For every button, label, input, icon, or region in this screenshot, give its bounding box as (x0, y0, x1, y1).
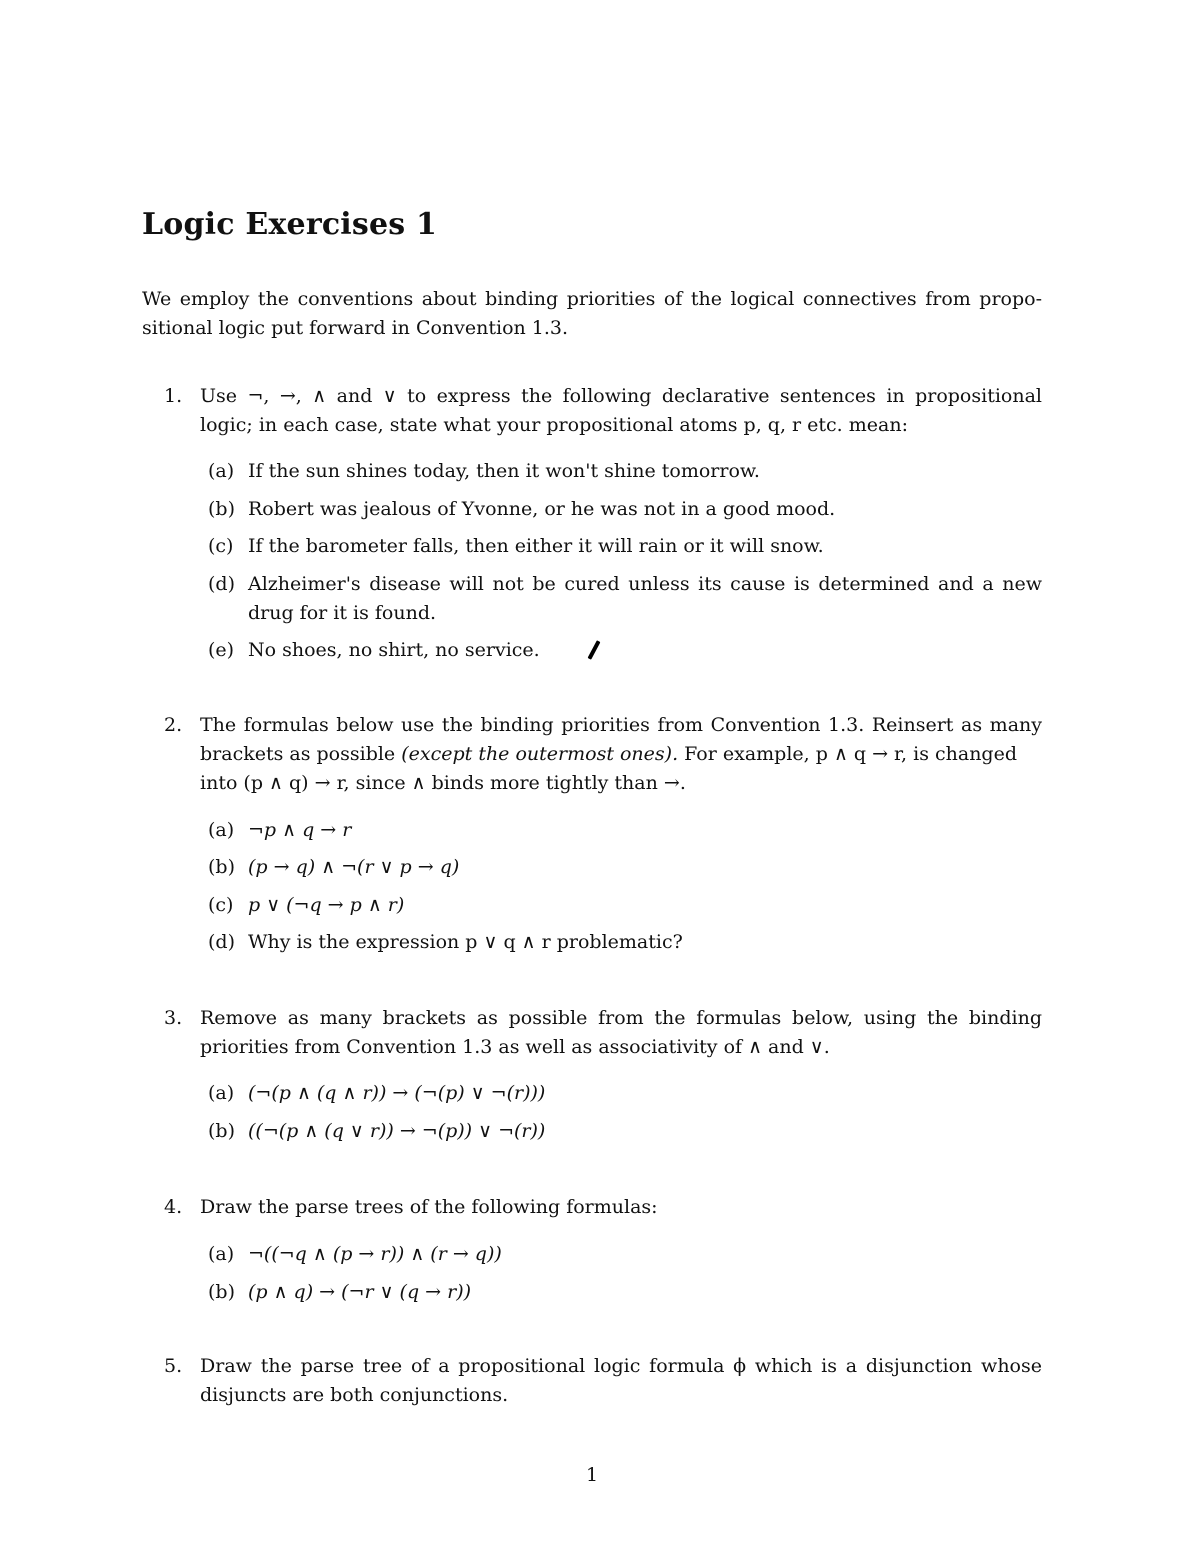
exercise-text (200, 1004, 1042, 1062)
item-label: (c) (208, 535, 234, 557)
emphasis-text: (except the outermost ones). (401, 743, 679, 765)
item-formula: ¬((¬q ∧ (p → r)) ∧ (r → q)) (248, 1243, 502, 1265)
item-formula: (¬(p ∧ (q ∧ r)) → (¬(p) ∨ ¬(r))) (248, 1082, 546, 1104)
exercise-line: The formulas below use the binding priorities from Convention 1.3. Reinsert as many (200, 714, 1042, 736)
item-text: If the barometer falls, then either it will rain or it will snow. (248, 535, 824, 557)
page-number: 1 (585, 1464, 599, 1486)
exercise-line: Remove as many brackets as possible from the formulas below, using the binding (200, 1007, 1042, 1029)
exercise-number: 2. (164, 714, 183, 736)
item-label: (b) (208, 1281, 235, 1303)
exercise-line: Draw the parse tree of a propositional logic formula ϕ which is a disjunction whose (200, 1355, 1042, 1377)
intro-line: sitional logic put forward in Convention 1.3. (142, 317, 569, 339)
item-line: Alzheimer's disease will not be cured unless its cause is determined and a new (248, 573, 1042, 595)
exercise-line: logic; in each case, state what your propositional atoms p, q, r etc. mean: (200, 414, 908, 436)
exercise-line (200, 740, 1042, 769)
item-formula: ¬p ∧ q → r (248, 819, 352, 841)
item-formula: (p ∧ q) → (¬r ∨ (q → r)) (248, 1281, 472, 1303)
exercise-number: 5. (164, 1355, 183, 1377)
exercise-text (200, 1193, 1042, 1222)
document-page (142, 0, 1042, 1553)
item-label: (a) (208, 819, 235, 841)
exercise-line: disjuncts are both conjunctions. (200, 1384, 509, 1406)
item-formula: p ∨ (¬q → p ∧ r) (248, 894, 405, 916)
item-label: (a) (208, 460, 235, 482)
exercise-text (200, 711, 1042, 798)
intro-paragraph (142, 285, 1042, 343)
exercise-text (200, 382, 1042, 440)
exercise-line-part: For example, p ∧ q → r, is changed (678, 743, 1017, 765)
exercise-line: Draw the parse trees of the following formulas: (200, 1196, 658, 1218)
item-label: (b) (208, 856, 235, 878)
item-formula: ((¬(p ∧ (q ∨ r)) → ¬(p)) ∨ ¬(r)) (248, 1120, 546, 1142)
item-text: No shoes, no shirt, no service. (248, 639, 540, 661)
exercise-number: 4. (164, 1196, 183, 1218)
item-label: (d) (208, 931, 235, 953)
exercise-line-part: brackets as possible (200, 743, 402, 765)
exercise-line: Use ¬, →, ∧ and ∨ to express the following declarative sentences in propositional (200, 385, 1042, 407)
item-label: (b) (208, 1120, 235, 1142)
item-label: (a) (208, 1243, 235, 1265)
exercise-number: 3. (164, 1007, 183, 1029)
exercise-number: 1. (164, 385, 183, 407)
item-text: Why is the expression p ∨ q ∧ r problematic? (248, 931, 683, 953)
item-label: (d) (208, 573, 235, 595)
item-text: Robert was jealous of Yvonne, or he was not in a good mood. (248, 498, 836, 520)
item-line: drug for it is found. (248, 602, 437, 624)
item-label: (c) (208, 894, 234, 916)
exercise-text (200, 1352, 1042, 1410)
item-label: (b) (208, 498, 235, 520)
intro-line: We employ the conventions about binding priorities of the logical connectives from propo- (142, 288, 1042, 310)
item-label: (a) (208, 1082, 235, 1104)
item-formula: (p → q) ∧ ¬(r ∨ p → q) (248, 856, 460, 878)
item-text: If the sun shines today, then it won't shine tomorrow. (248, 460, 760, 482)
item-label: (e) (208, 639, 235, 661)
page-title: Logic Exercises 1 (142, 207, 438, 242)
item-text (248, 570, 1042, 628)
exercise-line: into (p ∧ q) → r, since ∧ binds more tightly than →. (200, 772, 686, 794)
exercise-line: priorities from Convention 1.3 as well as associativity of ∧ and ∨. (200, 1036, 830, 1058)
